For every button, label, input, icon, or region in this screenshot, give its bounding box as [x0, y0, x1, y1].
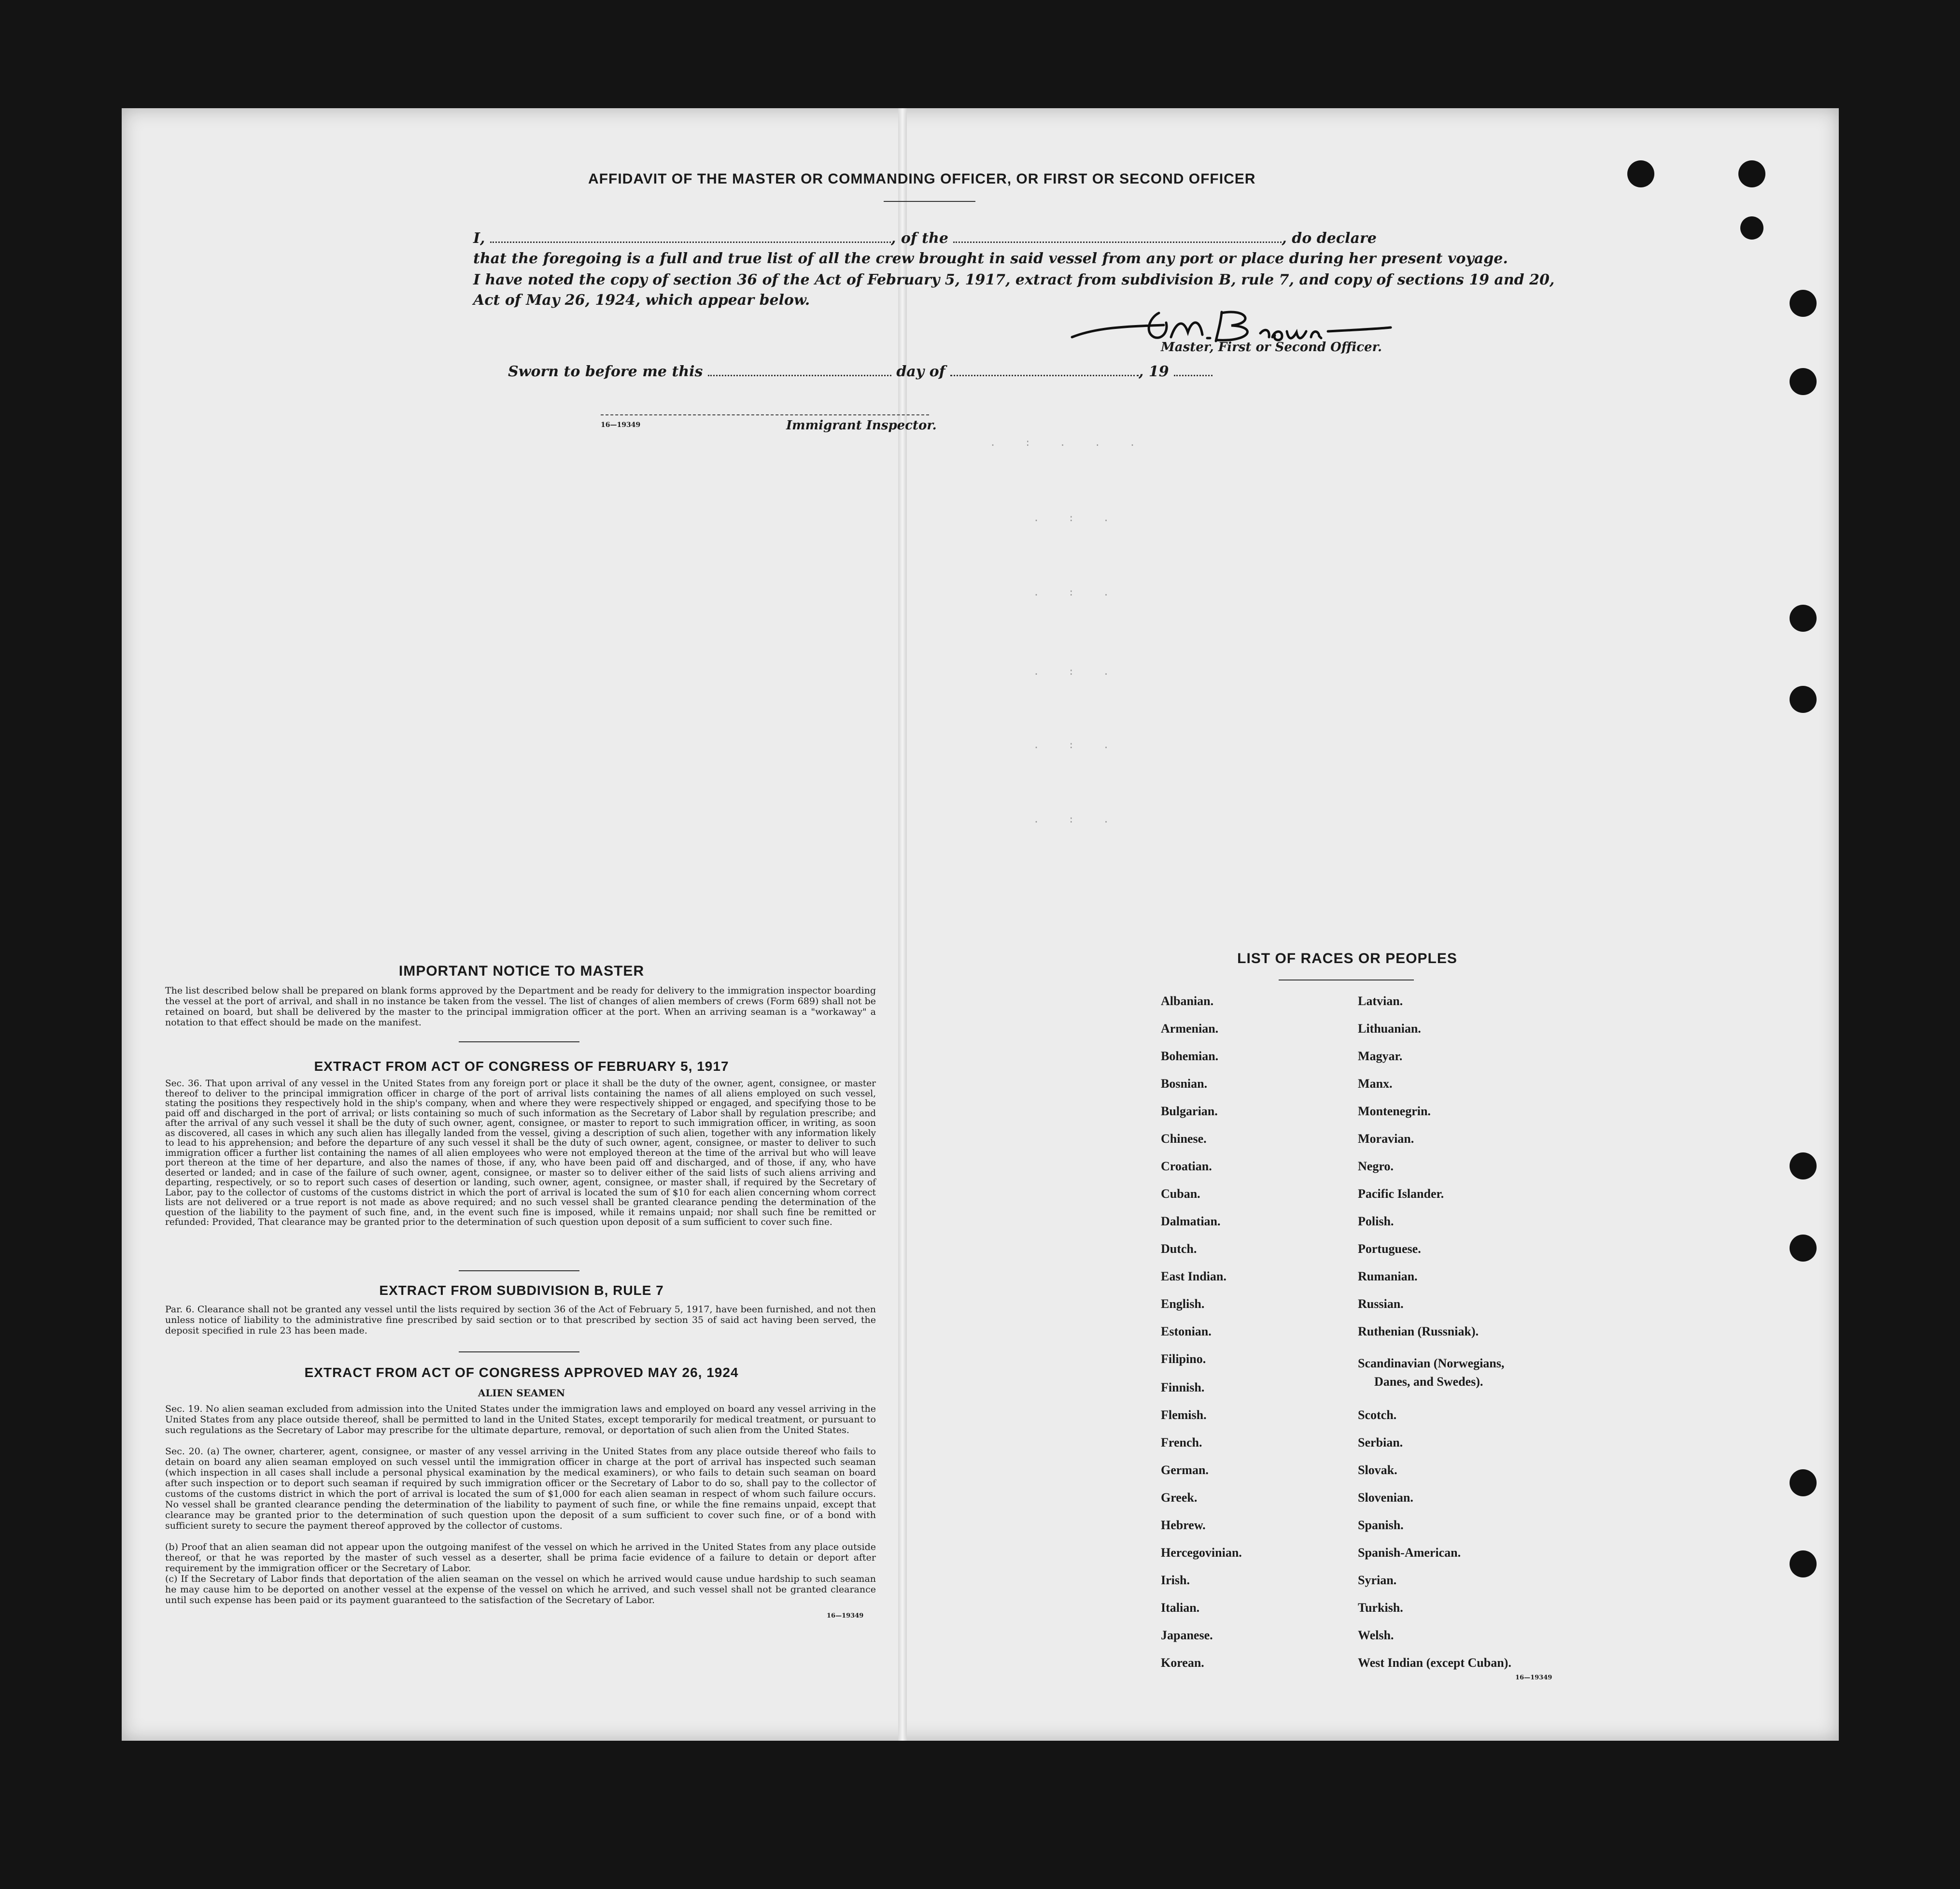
race-item: Flemish.: [1161, 1408, 1207, 1422]
affidavit-declare-label: , do declare: [1282, 230, 1377, 247]
race-item: Dalmatian.: [1161, 1214, 1221, 1228]
race-item: Rumanian.: [1358, 1269, 1418, 1283]
form-number: 16—19349: [601, 421, 641, 429]
race-item: East Indian.: [1161, 1269, 1227, 1283]
extract-1917-body: Sec. 36. That upon arrival of any vessel in the United States from any foreign port or place it shall be the duty of the owner, agent, consignee, or master thereof to deliver to the principal immigration officer in charge of the port of arrival lists containing the names of all aliens employed on such vessel, stating the positions they respectively hold in the ship's company, when and where they were respectively shipped or engaged, and specifying those to be paid off and discharged in the port of arrival; or lists containing so much of such information as the Secretary of Labor shall by regulation prescribe; and after the arrival of any such vessel it shall be the duty of such owner, agent, consignee, or master to report to such immigration officer, in writing, as soon as discovered, all cases in which any such alien has illegally landed from the vessel, giving a description of such alien, together with any information likely to lead to his apprehension; and before the departure of any such vessel it shall be the duty of such owner, agent, consignee, or master to deliver to such immigration officer a further list containing the names of all alien employees who were not employed thereon at the time of the arrival but who will leave port thereon at the time of her departure, and also the names of those, if any, who have been paid off and discharged, and of those, if any, who have deserted or landed; and in case of the failure of such owner, agent, consignee, or master so to deliver either of the said lists of such aliens arriving and departing, respectively, or so to report such cases of desertion or landing, such owner, agent, consignee, or master shall, if required by the Secretary of Labor, pay to the collector of customs of the customs district in which the port of arrival is located the sum of $10 for each alien concerning whom correct lists are not delivered or a true report is not made as above required; and no such vessel shall be granted clearance pending the determination of the question of the liability to the payment of such fine, and, in the event such fine is imposed, while it remains unpaid; nor shall such fine be remitted or refunded: Provided, That clearance may be granted prior to the determination of such question upon deposit of a sum sufficient to cover such fine.: [165, 1079, 876, 1227]
inspector-caption: Immigrant Inspector.: [786, 418, 937, 433]
race-item: Greek.: [1161, 1491, 1198, 1505]
binder-hole: [1790, 290, 1817, 317]
officer-name-blank[interactable]: [490, 241, 891, 243]
race-item: German.: [1161, 1463, 1209, 1477]
race-item: Chinese.: [1161, 1132, 1207, 1146]
signature-caption: Master, First or Second Officer.: [1161, 340, 1382, 355]
sworn-day-blank[interactable]: [708, 375, 891, 376]
race-item: Polish.: [1358, 1214, 1394, 1228]
binder-hole: [1790, 1550, 1817, 1577]
race-item: Portuguese.: [1358, 1242, 1421, 1256]
race-item: Russian.: [1358, 1297, 1404, 1311]
binder-hole: [1740, 216, 1763, 240]
binder-hole: [1790, 686, 1817, 713]
race-item: Ruthenian (Russniak).: [1358, 1324, 1479, 1338]
race-item: English.: [1161, 1297, 1205, 1311]
binder-hole: [1738, 160, 1765, 187]
sec20b-body: (b) Proof that an alien seaman did not appear upon the outgoing manifest of the vessel on which he arrived in the United States from any place outside thereof, or that he was reported by the master of such vessel as a deserter, shall be prima facie evidence of a failure to detain or deport after requirement by the immigration officer or the Secretary of Labor.: [165, 1542, 876, 1574]
race-item: Turkish.: [1358, 1601, 1403, 1615]
day-of-label: day of: [896, 363, 945, 380]
affidavit-line2: that the foregoing is a full and true list of all the crew brought in said vessel from any port or place during her present voyage.: [473, 250, 1508, 267]
race-item: Moravian.: [1358, 1132, 1414, 1146]
race-item: Irish.: [1161, 1573, 1190, 1587]
notice-body: The list described below shall be prepared on blank forms approved by the Department and be ready for delivery to the immigration inspector boarding the vessel at the port of arrival, and shall in no instance be taken from the vessel. The list of changes of alien members of crews (Form 689) shall not be retained on board, but shall be delivered by the master to the principal immigration officer at the port. When an arriving seaman is a "workaway" a notation to that effect should be made on the manifest.: [165, 985, 876, 1028]
race-item: Pacific Islander.: [1358, 1187, 1444, 1201]
race-item: Spanish-American.: [1358, 1546, 1461, 1560]
race-item: Bosnian.: [1161, 1077, 1208, 1091]
race-item: Magyar.: [1358, 1049, 1403, 1063]
extract-1924-title: EXTRACT FROM ACT OF CONGRESS APPROVED MAY 26, 1924: [304, 1365, 739, 1380]
race-item: Italian.: [1161, 1601, 1200, 1615]
race-item: Hebrew.: [1161, 1518, 1206, 1532]
affidavit-line1: [473, 230, 1396, 247]
affidavit-line3: I have noted the copy of section 36 of the Act of February 5, 1917, extract from subdivision B, rule 7, and copy of sections 19 and 20,: [473, 271, 1555, 288]
race-item: French.: [1161, 1435, 1202, 1449]
alien-seamen-subtitle: ALIEN SEAMEN: [478, 1387, 565, 1399]
affidavit-of-label: , of the: [890, 230, 948, 247]
race-item: Serbian.: [1358, 1435, 1403, 1449]
race-item: Bulgarian.: [1161, 1104, 1218, 1118]
race-item: Croatian.: [1161, 1159, 1212, 1173]
races-form-number: 16—19349: [1515, 1674, 1552, 1681]
race-item: Albanian.: [1161, 994, 1214, 1008]
sworn-month-blank[interactable]: [950, 375, 1139, 376]
race-item: Dutch.: [1161, 1242, 1197, 1256]
binder-hole: [1790, 1235, 1817, 1262]
race-item: Spanish.: [1358, 1518, 1404, 1532]
races-title: LIST OF RACES OR PEOPLES: [1237, 951, 1457, 966]
sworn-label: Sworn to before me this: [508, 363, 703, 380]
race-item: Estonian.: [1161, 1324, 1212, 1338]
race-item: Filipino.: [1161, 1352, 1206, 1366]
race-item: Welsh.: [1358, 1628, 1394, 1642]
notice-title: IMPORTANT NOTICE TO MASTER: [398, 963, 645, 979]
race-item: Bohemian.: [1161, 1049, 1219, 1063]
rule7-body: Par. 6. Clearance shall not be granted any vessel until the lists required by section 36 of the Act of February 5, 1917, have been furnished, and not then unless notice of liability to the administrative fine prescribed by said section or to that prescribed by section 35 of said act having been served, the deposit specified in rule 23 has been made.: [165, 1304, 876, 1336]
race-item: Negro.: [1358, 1159, 1394, 1173]
affidavit-i-label: I,: [473, 230, 485, 247]
race-item: Slovenian.: [1358, 1491, 1413, 1505]
binder-hole: [1790, 1469, 1817, 1496]
race-item: Hercegovinian.: [1161, 1546, 1242, 1560]
affidavit-line4: Act of May 26, 1924, which appear below.: [473, 292, 810, 309]
race-item: Slovak.: [1358, 1463, 1397, 1477]
race-item: Latvian.: [1358, 994, 1403, 1008]
sworn-line: [508, 363, 1184, 380]
race-item: Cuban.: [1161, 1187, 1200, 1201]
race-item: Scotch.: [1358, 1408, 1397, 1422]
race-item: Montenegrin.: [1358, 1104, 1431, 1118]
sec20a-body: Sec. 20. (a) The owner, charterer, agent, consignee, or master of any vessel arriving in the United States from any place outside thereof who fails to detain on board any alien seaman employed on such vessel until the immigration officer in charge at the port of arrival has inspected such seaman (which inspection in all cases shall include a personal physical examination by the medical examiners), or who fails to detain such seaman on board after such inspection or to deport such seaman if required by such immigration officer or the Secretary of Labor to do so, shall pay to the collector of customs of the customs district in which the port of arrival is located the sum of $1,000 for each alien seaman in respect of whom such failure occurs. No vessel shall be granted clearance pending the determination of the liability to payment of such fine, or while the fine remains unpaid, except that clearance may be granted prior to the determination of such question upon the deposit of a sum sufficient to cover such fine, or of a bond with sufficient surety to secure the payment thereof approved by the collector of customs.: [165, 1446, 876, 1531]
sec20c-body: (c) If the Secretary of Labor finds that deportation of the alien seaman on the vessel on which he arrived would cause undue hardship to such seaman he may cause him to be deported on another vessel at the expense of the vessel on which he arrived, and such vessel shall not be granted clearance until such expense has been paid or its payment guaranteed to the satisfaction of the Secretary of Labor.: [165, 1574, 876, 1605]
vessel-name-blank[interactable]: [953, 241, 1282, 243]
race-item: Armenian.: [1161, 1022, 1219, 1036]
sworn-year-blank[interactable]: [1174, 375, 1213, 376]
race-item: Scandinavian (Norwegians,: [1358, 1356, 1505, 1370]
race-item: Japanese.: [1161, 1628, 1213, 1642]
binder-hole: [1790, 368, 1817, 395]
rule7-title: EXTRACT FROM SUBDIVISION B, RULE 7: [379, 1283, 664, 1298]
race-item: Manx.: [1358, 1077, 1393, 1091]
affidavit-title: AFFIDAVIT OF THE MASTER OR COMMANDING OFFICER, OR FIRST OR SECOND OFFICER: [588, 171, 1256, 187]
year-label: , 19: [1139, 363, 1169, 380]
binder-hole: [1790, 605, 1817, 632]
race-item: Syrian.: [1358, 1573, 1397, 1587]
page-fold: [898, 108, 907, 1741]
extract-form-number: 16—19349: [827, 1612, 864, 1619]
race-item: Lithuanian.: [1358, 1022, 1421, 1036]
binder-hole: [1627, 160, 1654, 187]
race-item-continuation: Danes, and Swedes).: [1374, 1375, 1483, 1389]
race-item: Korean.: [1161, 1656, 1204, 1670]
extract-1917-title: EXTRACT FROM ACT OF CONGRESS OF FEBRUARY 5, 1917: [314, 1059, 729, 1074]
race-item: West Indian (except Cuban).: [1358, 1656, 1511, 1670]
sec19-body: Sec. 19. No alien seaman excluded from admission into the United States under the immigration laws and employed on board any vessel arriving in the United States from any place outside thereof, shall be permitted to land in the United States, except temporarily for medical treatment, or pursuant to such regulations as the Secretary of Labor may prescribe for the ultimate departure, removal, or deportation of such alien from the United States.: [165, 1404, 876, 1435]
binder-hole: [1790, 1152, 1817, 1179]
race-item: Finnish.: [1161, 1380, 1205, 1394]
